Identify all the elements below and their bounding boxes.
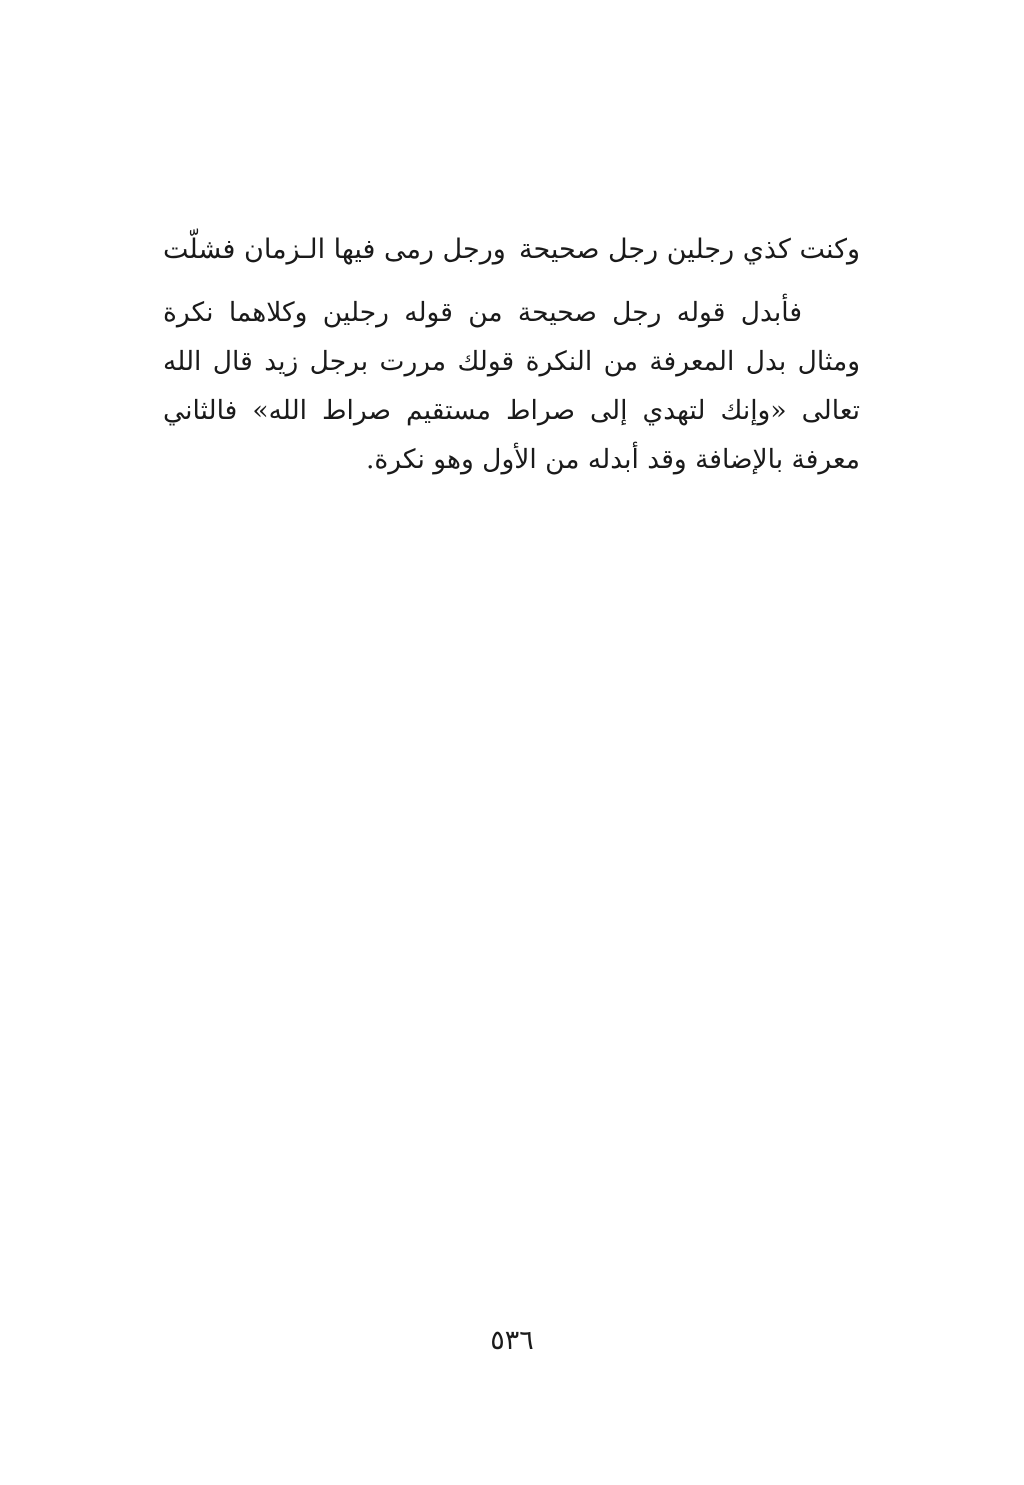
page-number: ٥٣٦ (490, 1325, 534, 1356)
main-text-block (163, 222, 860, 484)
verse-second-hemistich: ورجل رمى فيها الـزمان فشلّت (163, 234, 506, 265)
verse-first-hemistich: وكنت كذي رجلين رجل صحيحة (519, 234, 860, 265)
poetry-verse (163, 222, 860, 278)
commentary-paragraph: فأبدل قوله رجل صحيحة من قوله رجلين وكلاهما نكرة ومثال بدل المعرفة من النكرة قولك مررت برجل زيد قال الله تعالى «وإنك لتهدي إلى صراط مستقيم صراط الله» فالثاني معرفة بالإضافة وقد أبدله من الأول وهو نكرة. (163, 297, 860, 475)
